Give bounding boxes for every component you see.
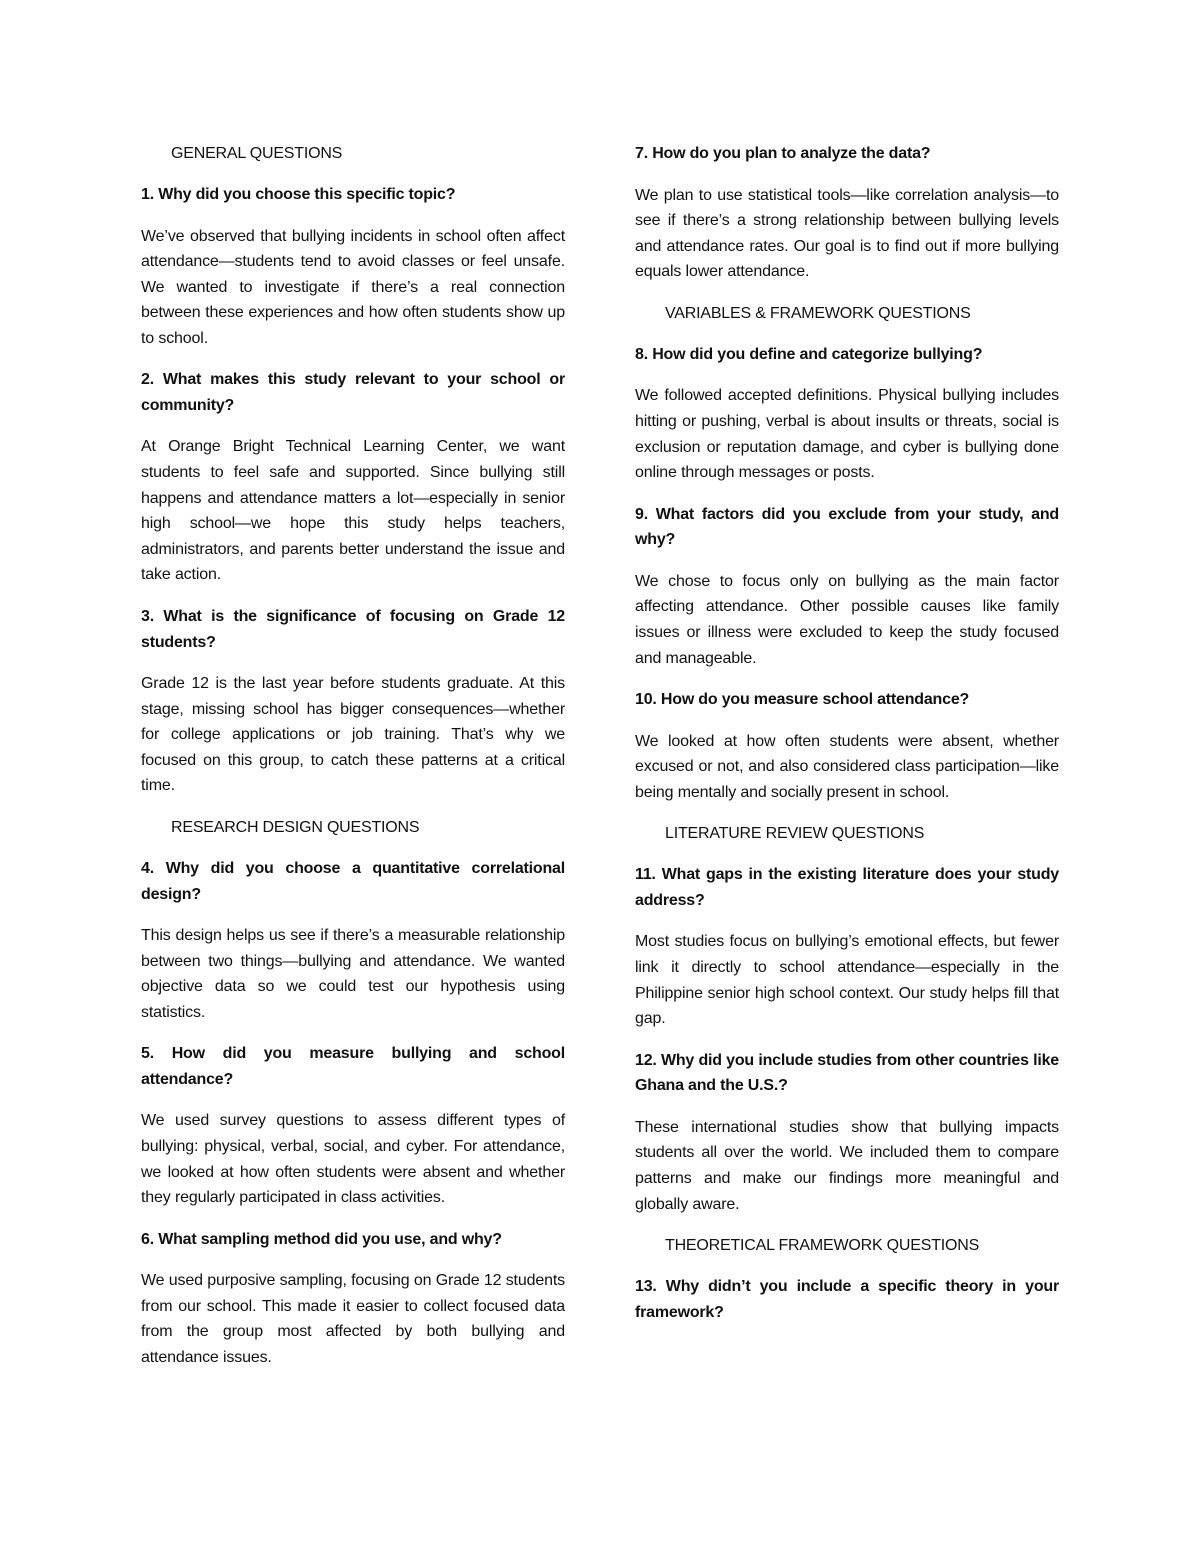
answer-10: We looked at how often students were absent, whether excused or not, and also considered class participation—like being mentally and socially present in school. bbox=[635, 732, 1059, 801]
question-2: 2. What makes this study relevant to your school or community? bbox=[141, 371, 565, 414]
answer-9: We chose to focus only on bullying as the main factor affecting attendance. Other possible causes like family issues or illness were excluded to keep the study focused and manageable. bbox=[635, 572, 1059, 667]
answer-12: These international studies show that bullying impacts students all over the world. We included them to compare patterns and make our findings more meaningful and globally aware. bbox=[635, 1118, 1059, 1213]
qa-item-1 bbox=[141, 182, 565, 351]
qa-item-10 bbox=[635, 687, 1059, 805]
qa-item-12 bbox=[635, 1048, 1059, 1217]
answer-8: We followed accepted definitions. Physical bullying includes hitting or pushing, verbal is about insults or threats, social is exclusion or reputation damage, and cyber is bullying done online through messages or posts. bbox=[635, 387, 1059, 482]
question-7: 7. How do you plan to analyze the data? bbox=[635, 145, 931, 162]
question-6: 6. What sampling method did you use, and why? bbox=[141, 1230, 502, 1248]
question-9: 9. What factors did you exclude from your study, and why? bbox=[635, 505, 1059, 549]
answer-3: Grade 12 is the last year before students graduate. At this stage, missing school has bigger consequences—whether for college applications or job training. That’s why we focused on this group, to catch these patterns at a critical time. bbox=[141, 675, 565, 795]
answer-11: Most studies focus on bullying’s emotional effects, but fewer link it directly to school attendance—especially in the Philippine senior high school context. Our study helps fill that gap. bbox=[635, 933, 1059, 1028]
section-heading-variables-framework: VARIABLES & FRAMEWORK QUESTIONS bbox=[665, 304, 971, 322]
answer-6: We used purposive sampling, focusing on Grade 12 students from our school. This made it easier to collect focused data from the group most affected by both bullying and attendance issues. bbox=[141, 1272, 565, 1367]
section-heading-research-design: RESEARCH DESIGN QUESTIONS bbox=[171, 819, 420, 836]
qa-item-6 bbox=[141, 1227, 565, 1371]
qa-item-7 bbox=[635, 141, 1059, 285]
qa-item-4 bbox=[141, 856, 565, 1025]
question-10: 10. How do you measure school attendance? bbox=[635, 691, 970, 709]
qa-item-5 bbox=[141, 1041, 565, 1210]
question-8: 8. How did you define and categorize bullying? bbox=[635, 345, 983, 363]
question-3: 3. What is the significance of focusing on Grade 12 students? bbox=[141, 608, 565, 651]
qa-item-11 bbox=[635, 862, 1059, 1031]
qa-item-3 bbox=[141, 604, 565, 799]
question-12: 12. Why did you include studies from other countries like Ghana and the U.S.? bbox=[635, 1051, 1059, 1095]
left-column bbox=[141, 141, 565, 1387]
question-1: 1. Why did you choose this specific topic? bbox=[141, 186, 456, 203]
answer-7: We plan to use statistical tools—like correlation analysis—to see if there’s a strong relationship between bullying levels and attendance rates. Our goal is to find out if more bullying equals lower attendance. bbox=[635, 186, 1059, 281]
right-column bbox=[635, 141, 1059, 1341]
section-heading-general: GENERAL QUESTIONS bbox=[171, 145, 343, 162]
qa-item-13 bbox=[635, 1274, 1059, 1325]
question-5: 5. How did you measure bullying and school attendance? bbox=[141, 1045, 565, 1088]
section-heading-literature-review: LITERATURE REVIEW QUESTIONS bbox=[665, 825, 925, 843]
answer-2: At Orange Bright Technical Learning Center, we want students to feel safe and supported. Since bullying still happens and attendance matters a lot—especially in senior high school—we hope this study helps teachers, administrators, and parents better understand the issue and take action. bbox=[141, 438, 565, 584]
answer-4: This design helps us see if there’s a measurable relationship between two things—bullying and attendance. We wanted objective data so we could test our hypothesis using statistics. bbox=[141, 927, 565, 1021]
question-11: 11. What gaps in the existing literature does your study address? bbox=[635, 866, 1059, 909]
answer-5: We used survey questions to assess different types of bullying: physical, verbal, social, and cyber. For attendance, we looked at how often students were absent and whether they regularly participated in class activities. bbox=[141, 1112, 565, 1207]
qa-item-2 bbox=[141, 367, 565, 588]
question-4: 4. Why did you choose a quantitative correlational design? bbox=[141, 860, 565, 903]
answer-1: We’ve observed that bullying incidents in school often affect attendance—students tend to avoid classes or feel unsafe. We wanted to investigate if there’s a real connection between these experiences and how often students show up to school. bbox=[141, 227, 565, 347]
qa-item-8 bbox=[635, 342, 1059, 486]
section-heading-theoretical-framework: THEORETICAL FRAMEWORK QUESTIONS bbox=[665, 1237, 980, 1255]
qa-item-9 bbox=[635, 502, 1059, 671]
question-13: 13. Why didn’t you include a specific theory in your framework? bbox=[635, 1278, 1059, 1321]
